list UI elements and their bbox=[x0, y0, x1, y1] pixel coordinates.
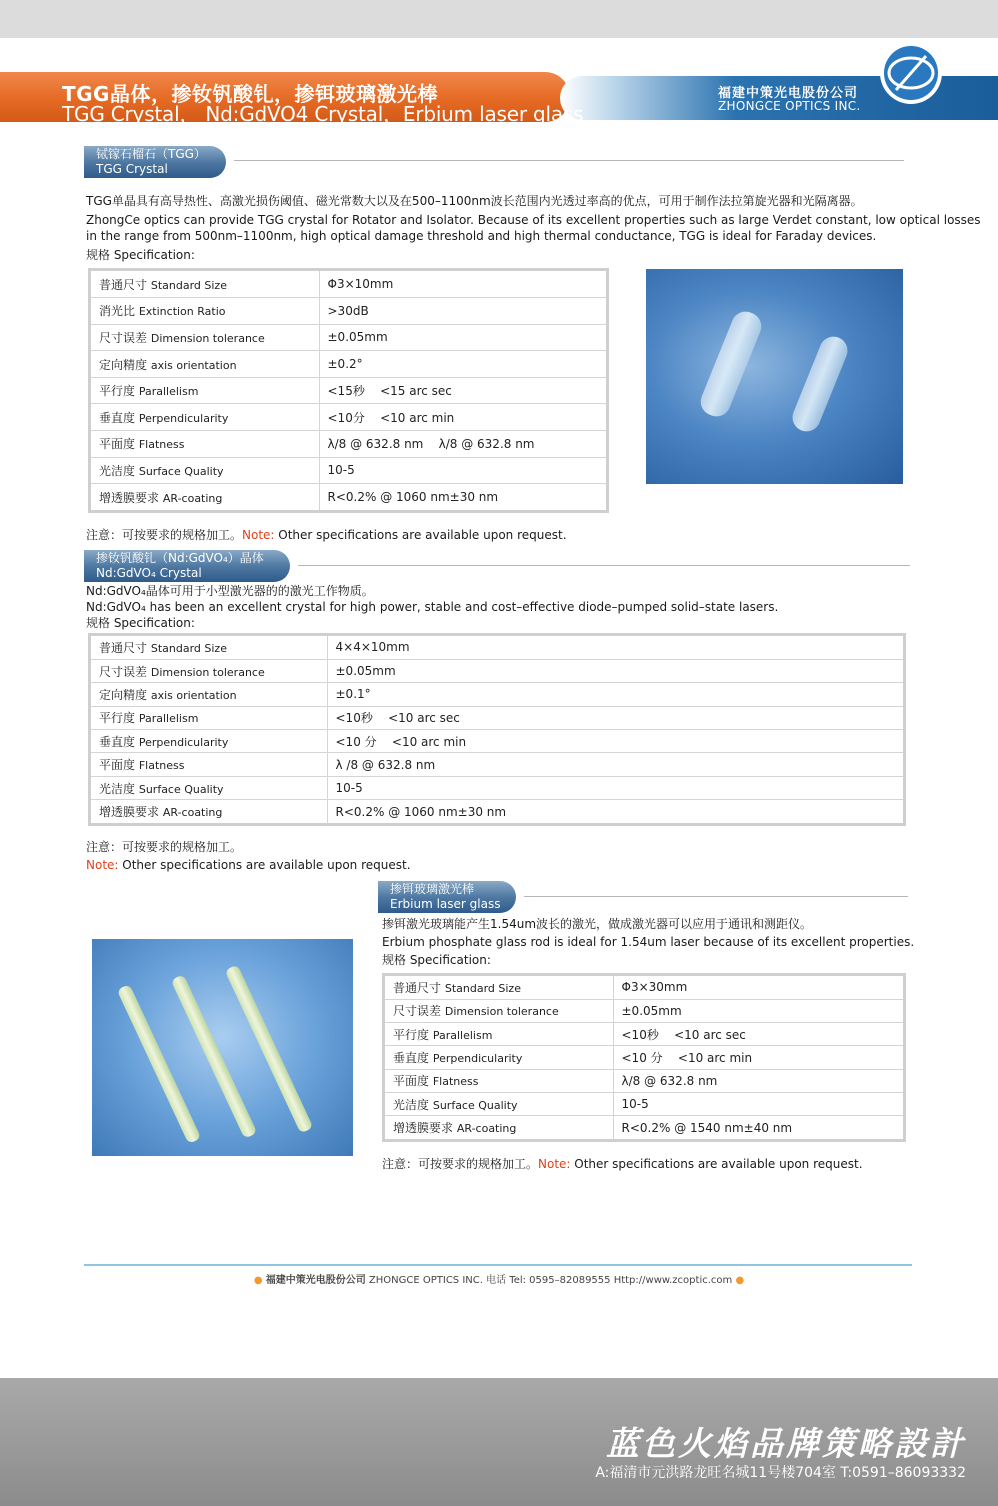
tgg-spec-row bbox=[91, 431, 606, 458]
spec-key-cn: 增透膜要求 bbox=[393, 1121, 454, 1136]
designer-address: A:福清市元洪路龙旺名城11号楼704室 T:0591–86093332 bbox=[595, 1465, 966, 1481]
erbium-pill-en: Erbium laser glass bbox=[390, 897, 501, 911]
spec-key-cn: 尺寸误差 bbox=[393, 1004, 442, 1019]
spec-value: ±0.2° bbox=[319, 351, 606, 378]
gdvo4-desc-cn: Nd:GdVO₄晶体可用于小型激光器的的激光工作物质。 bbox=[86, 584, 374, 598]
spec-value: <15秒 <15 arc sec bbox=[319, 377, 606, 404]
gdvo4-note bbox=[86, 857, 411, 873]
spec-key-cn: 尺寸误差 bbox=[99, 330, 148, 345]
spec-value: <10 分 <10 arc min bbox=[327, 730, 903, 753]
spec-key-cn: 垂直度 bbox=[99, 410, 136, 425]
spec-key-en: AR-coating bbox=[456, 1122, 517, 1136]
spec-key-cn: 普通尺寸 bbox=[99, 277, 148, 292]
tgg-spec-label: 规格 Specification: bbox=[86, 248, 195, 262]
gdvo4-spec-row bbox=[91, 753, 903, 776]
tgg-spec-row bbox=[91, 351, 606, 378]
spec-key-en: Standard Size bbox=[150, 641, 227, 655]
company-name-cn: 福建中策光电股份公司 bbox=[718, 86, 859, 101]
tgg-crystal-photo bbox=[646, 269, 903, 484]
spec-key-en: axis orientation bbox=[150, 688, 237, 702]
spec-key-cn: 平行度 bbox=[99, 711, 136, 726]
erbium-spec-row bbox=[385, 1069, 903, 1092]
spec-key bbox=[385, 1092, 613, 1115]
spec-key bbox=[91, 636, 327, 659]
company-name-en: ZHONGCE OPTICS INC. bbox=[718, 99, 861, 113]
spec-key-en: axis orientation bbox=[150, 358, 237, 372]
spec-key bbox=[91, 683, 327, 706]
spec-key-en: Flatness bbox=[138, 438, 185, 452]
footer-dot-icon: ● bbox=[253, 1275, 263, 1286]
gdvo4-spec-row bbox=[91, 800, 903, 823]
spec-key-en: Dimension tolerance bbox=[150, 331, 265, 345]
spec-value: <10 分 <10 arc min bbox=[613, 1046, 903, 1069]
erbium-spec-row bbox=[385, 1046, 903, 1069]
tgg-spec-row bbox=[91, 404, 606, 431]
tgg-desc-cn: TGG单晶具有高导热性、高激光损伤阈值、磁光常数大以及在500–1100nm波长范围内光透过率高的优点，可用于制作法拉第旋光器和光隔离器。 bbox=[86, 194, 863, 208]
spec-key bbox=[91, 800, 327, 823]
spec-key bbox=[385, 1116, 613, 1139]
erbium-spec-row bbox=[385, 1023, 903, 1046]
spec-key bbox=[91, 706, 327, 729]
spec-key-en: Surface Quality bbox=[138, 782, 224, 796]
spec-key-en: AR-coating bbox=[162, 491, 223, 505]
spec-value: 10-5 bbox=[319, 457, 606, 484]
erbium-desc-en: Erbium phosphate glass rod is ideal for 1.54um laser because of its excellent properties. bbox=[382, 935, 915, 949]
spec-key bbox=[91, 753, 327, 776]
spec-key-cn: 平面度 bbox=[99, 437, 136, 452]
spec-value: Φ3×30mm bbox=[613, 976, 903, 999]
spec-key bbox=[385, 976, 613, 999]
erbium-note-en: Other specifications are available upon request. bbox=[570, 1157, 863, 1171]
spec-key-en: Extinction Ratio bbox=[138, 305, 226, 319]
erbium-note bbox=[382, 1156, 863, 1172]
gdvo4-section-pill bbox=[84, 550, 290, 582]
spec-key-cn: 平面度 bbox=[393, 1074, 430, 1089]
spec-value: Φ3×10mm bbox=[319, 271, 606, 298]
tgg-spec-row bbox=[91, 298, 606, 325]
footer-contact: ZHONGCE OPTICS INC. 电话 Tel: 0595–82089555 Http://www.zcoptic.com bbox=[365, 1275, 733, 1286]
spec-key-cn: 普通尺寸 bbox=[99, 640, 148, 655]
spec-key bbox=[91, 377, 319, 404]
erbium-spec-row bbox=[385, 1092, 903, 1115]
spec-value: R<0.2% @ 1060 nm±30 nm bbox=[327, 490, 499, 505]
spec-key-cn: 增透膜要求 bbox=[99, 490, 160, 505]
spec-value: >30dB bbox=[319, 298, 606, 325]
spec-value: 10-5 bbox=[327, 776, 903, 799]
tgg-note bbox=[86, 527, 567, 543]
spec-key-en: Dimension tolerance bbox=[150, 665, 265, 679]
designer-brand: 蓝色火焰品牌策略設計 bbox=[606, 1424, 966, 1463]
erbium-spec-row bbox=[385, 1116, 903, 1139]
tgg-spec-table bbox=[88, 268, 609, 513]
gdvo4-spec-row bbox=[91, 706, 903, 729]
header-banner bbox=[0, 72, 998, 126]
spec-key bbox=[91, 730, 327, 753]
spec-value: <10秒 <10 arc sec bbox=[327, 706, 903, 729]
spec-key bbox=[91, 324, 319, 351]
tgg-note-label: Note: bbox=[242, 528, 275, 542]
spec-key bbox=[385, 1023, 613, 1046]
spec-value: ±0.05mm bbox=[319, 324, 606, 351]
tgg-pill-en: TGG Crystal bbox=[96, 162, 168, 176]
spec-key-en: Standard Size bbox=[444, 981, 521, 995]
gdvo4-divider bbox=[298, 565, 910, 566]
spec-value: λ/8 @ 632.8 nm λ/8 @ 632.8 nm bbox=[319, 431, 606, 458]
erbium-spec-table bbox=[382, 973, 906, 1142]
spec-key-en: Perpendicularity bbox=[432, 1052, 523, 1066]
tgg-spec-row bbox=[91, 324, 606, 351]
spec-key-cn: 定向精度 bbox=[99, 357, 148, 372]
spec-key bbox=[91, 776, 327, 799]
spec-key-cn: 光洁度 bbox=[99, 781, 136, 796]
spec-key bbox=[91, 457, 319, 484]
spec-key-en: Parallelism bbox=[432, 1028, 493, 1042]
footer bbox=[0, 1271, 998, 1286]
spec-value: ±0.05mm bbox=[613, 999, 903, 1022]
title-cn: TGG晶体，掺钕钒酸钆，掺铒玻璃激光棒 bbox=[62, 82, 438, 106]
erbium-spec-label: 规格 Specification: bbox=[382, 953, 491, 967]
spec-key-cn: 增透膜要求 bbox=[99, 805, 160, 820]
erbium-spec-row bbox=[385, 999, 903, 1022]
tgg-desc-en-1: ZhongCe optics can provide TGG crystal for Rotator and Isolator. Because of its excellent properties such as large Verdet constant, low optical losses bbox=[86, 213, 981, 227]
tgg-divider bbox=[234, 160, 904, 161]
spec-key-cn: 光洁度 bbox=[393, 1097, 430, 1112]
footer-dot-icon: ● bbox=[735, 1275, 745, 1286]
erbium-divider bbox=[524, 896, 908, 897]
gdvo4-spec-label: 规格 Specification: bbox=[86, 616, 195, 630]
erbium-pill-cn: 掺铒玻璃激光棒 bbox=[390, 882, 475, 896]
tgg-desc-en-2: in the range from 500nm–1100nm, high optical damage threshold and high thermal conductance, TGG is ideal for Faraday devices. bbox=[86, 229, 877, 243]
spec-key-cn: 垂直度 bbox=[99, 734, 136, 749]
erbium-glass-photo bbox=[92, 939, 353, 1156]
erbium-section-pill bbox=[378, 881, 516, 913]
footer-divider bbox=[84, 1264, 912, 1266]
erbium-note-label: Note: bbox=[538, 1157, 571, 1171]
spec-key bbox=[91, 271, 319, 298]
spec-key-cn: 平行度 bbox=[393, 1027, 430, 1042]
gdvo4-spec-row bbox=[91, 659, 903, 682]
gdvo4-pill-en: Nd:GdVO₄ Crystal bbox=[96, 566, 202, 580]
gdvo4-spec-row bbox=[91, 730, 903, 753]
tgg-spec-row bbox=[91, 457, 606, 484]
tgg-rod-2 bbox=[788, 332, 851, 435]
footer-company-cn: 福建中策光电股份公司 bbox=[265, 1275, 366, 1286]
spec-value: ±0.1° bbox=[327, 683, 903, 706]
gdvo4-spec-table bbox=[88, 633, 906, 826]
tgg-rod-1 bbox=[696, 307, 765, 420]
gdvo4-note-label: Note: bbox=[86, 858, 119, 872]
spec-key-en: Dimension tolerance bbox=[444, 1005, 559, 1019]
spec-key-en: Parallelism bbox=[138, 712, 199, 726]
gdvo4-pill-cn: 掺钕钒酸钆（Nd:GdVO₄）晶体 bbox=[96, 551, 264, 565]
spec-key bbox=[91, 298, 319, 325]
spec-value: <10秒 <10 arc sec bbox=[613, 1023, 903, 1046]
spec-key bbox=[385, 999, 613, 1022]
zhongce-logo-icon bbox=[878, 40, 944, 106]
spec-value: ±0.05mm bbox=[327, 659, 903, 682]
gdvo4-spec-row bbox=[91, 776, 903, 799]
spec-key bbox=[91, 659, 327, 682]
gdvo4-spec-row bbox=[91, 636, 903, 659]
spec-key-en: Perpendicularity bbox=[138, 735, 229, 749]
spec-key-en: Surface Quality bbox=[432, 1098, 518, 1112]
erbium-spec-row bbox=[385, 976, 903, 999]
spec-key-en: Surface Quality bbox=[138, 464, 224, 478]
spec-key-en: Flatness bbox=[138, 759, 185, 773]
spec-key-cn: 平面度 bbox=[99, 758, 136, 773]
spec-key-en: Standard Size bbox=[150, 278, 227, 292]
spec-key bbox=[91, 351, 319, 378]
title-en: TGG Crystal， Nd:GdVO4 Crystal，Erbium laser glass bbox=[62, 102, 584, 126]
spec-key-en: Parallelism bbox=[138, 385, 199, 399]
tgg-note-en: Other specifications are available upon request. bbox=[274, 528, 567, 542]
tgg-spec-row bbox=[91, 484, 606, 511]
spec-value: λ /8 @ 632.8 nm bbox=[327, 753, 903, 776]
erbium-desc-cn: 掺铒激光玻璃能产生1.54um波长的激光，做成激光器可以应用于通讯和测距仪。 bbox=[382, 917, 813, 931]
gdvo4-note-en: Other specifications are available upon request. bbox=[118, 858, 411, 872]
erbium-note-cn: 注意：可按要求的规格加工。 bbox=[382, 1157, 539, 1171]
spec-key-cn: 平行度 bbox=[99, 384, 136, 399]
spec-key-cn: 垂直度 bbox=[393, 1051, 430, 1066]
spec-key-cn: 消光比 bbox=[99, 304, 136, 319]
spec-value: 10-5 bbox=[613, 1092, 903, 1115]
tgg-pill-cn: 铽镓石榴石（TGG） bbox=[96, 147, 206, 161]
spec-key-en: Flatness bbox=[432, 1075, 479, 1089]
spec-key-en: AR-coating bbox=[162, 806, 223, 820]
spec-value: R<0.2% @ 1060 nm±30 nm bbox=[335, 804, 507, 819]
tgg-spec-row bbox=[91, 271, 606, 298]
spec-key bbox=[385, 1046, 613, 1069]
spec-key-cn: 定向精度 bbox=[99, 687, 148, 702]
spec-key bbox=[91, 484, 319, 511]
gdvo4-spec-row bbox=[91, 683, 903, 706]
spec-key bbox=[385, 1069, 613, 1092]
spec-key-cn: 普通尺寸 bbox=[393, 980, 442, 995]
tgg-section-pill bbox=[84, 146, 226, 178]
gdvo4-note-cn: 注意：可按要求的规格加工。 bbox=[86, 840, 243, 854]
spec-key-cn: 尺寸误差 bbox=[99, 664, 148, 679]
bottom-band bbox=[0, 1378, 998, 1506]
spec-value: R<0.2% @ 1540 nm±40 nm bbox=[621, 1120, 793, 1135]
spec-value: λ/8 @ 632.8 nm bbox=[613, 1069, 903, 1092]
spec-key bbox=[91, 431, 319, 458]
spec-key bbox=[91, 404, 319, 431]
spec-value: <10分 <10 arc min bbox=[319, 404, 606, 431]
gdvo4-desc-en: Nd:GdVO₄ has been an excellent crystal for high power, stable and cost–effective diode–pumped solid–state lasers. bbox=[86, 600, 779, 614]
spec-value: 4×4×10mm bbox=[327, 636, 903, 659]
spec-key-en: Perpendicularity bbox=[138, 411, 229, 425]
tgg-note-cn: 注意：可按要求的规格加工。 bbox=[86, 528, 243, 542]
tgg-spec-row bbox=[91, 377, 606, 404]
spec-key-cn: 光洁度 bbox=[99, 463, 136, 478]
